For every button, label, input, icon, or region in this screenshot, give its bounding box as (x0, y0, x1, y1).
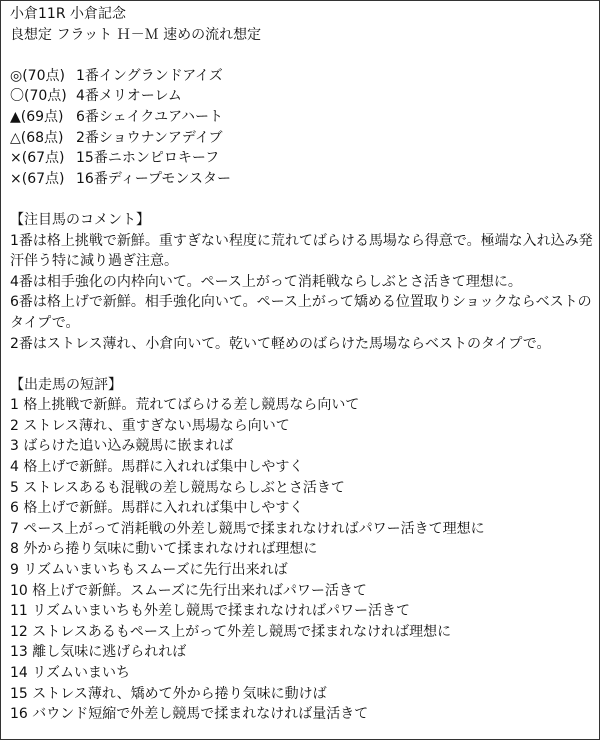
pick-row (10, 128, 593, 149)
review-line: 4 格上げで新鮮。馬群に入れれば集中しやすく (10, 459, 304, 476)
reviews-section (10, 375, 593, 725)
spacer (10, 45, 593, 66)
review-line: 5 ストレスあるも混戦の差し競馬ならしぶとさ活きて (10, 479, 345, 496)
track-condition: 良想定 フラット Ｈ－Ｍ 速めの流れ想定 (10, 26, 262, 43)
comment-line: 6番は格上げで新鮮。相手強化向いて。ペース上がって矯める位置取りショックならベストの (10, 294, 592, 311)
pick-row (10, 66, 593, 87)
review-line: 10 格上げで新鮮。スムーズに先行出来ればパワー活きて (10, 582, 367, 599)
reviews-heading: 【出走馬の短評】 (10, 376, 122, 393)
review-line: 13 離し気味に逃げられれば (10, 644, 187, 661)
pick-horse: 4番メリオーレム (76, 88, 182, 105)
comment-line: 1番は格上挑戦で新鮮。重すぎない程度に荒れてばらける馬場なら得意で。極端な入れ込み発 (10, 232, 593, 249)
review-line: 7 ペース上がって消耗戦の外差し競馬で揉まれなければパワー活きて理想に (10, 520, 485, 537)
pick-mark: ▲(69点) (10, 108, 64, 125)
pick-horse: 1番イングランドアイズ (76, 67, 223, 84)
review-line: 16 バウンド短縮で外差し競馬で揉まれなければ量活きて (10, 706, 369, 723)
pick-mark: △(68点) (10, 129, 64, 146)
review-line: 11 リズムいまいちも外差し競馬で揉まれなければパワー活きて (10, 603, 410, 620)
review-line: 3 ばらけた追い込み競馬に嵌まれば (10, 438, 234, 455)
picks-list (10, 66, 593, 190)
pick-row (10, 107, 593, 128)
review-line: 6 格上げで新鮮。馬群に入れれば集中しやすく (10, 500, 304, 517)
comment-line: タイプで。 (10, 314, 80, 331)
pick-row (10, 148, 593, 169)
pick-horse: 15番ニホンピロキーフ (76, 150, 220, 167)
pick-horse: 6番シェイクユアハート (76, 108, 223, 125)
pick-mark: ×(67点) (10, 170, 65, 187)
comment-line: 2番はストレス薄れ、小倉向いて。乾いて軽めのばらけた馬場ならベストのタイプで。 (10, 335, 551, 352)
review-line: 14 リズムいまいち (10, 665, 130, 681)
review-line: 15 ストレス薄れ、矯めて外から捲り気味に動けば (10, 685, 327, 702)
pick-mark: 〇(70点) (10, 88, 67, 105)
pick-row (10, 86, 593, 107)
comment-line: 4番は相手強化の内枠向いて。ペース上がって消耗戦ならしぶとさ活きて理想に。 (10, 273, 522, 290)
comments-heading: 【注目馬のコメント】 (10, 211, 150, 228)
pick-horse: 16番ディープモンスター (76, 170, 232, 187)
comment-line: 汗伴う特に減り過ぎ注意。 (10, 253, 178, 270)
review-line: 2 ストレス薄れ、重すぎない馬場なら向いて (10, 417, 290, 434)
pick-horse: 2番ショウナンアデイブ (76, 129, 223, 146)
spacer (10, 189, 593, 210)
race-title: 小倉11R 小倉記念 (10, 6, 126, 22)
pick-row (10, 169, 593, 190)
review-line: 12 ストレスあるもペース上がって外差し競馬で揉まれなければ理想に (10, 623, 452, 640)
review-line: 8 外から捲り気味に動いて揉まれなければ理想に (10, 541, 318, 558)
spacer (10, 354, 593, 375)
review-line: 9 リズムいまいちもスムーズに先行出来れば (10, 562, 288, 579)
comments-section (10, 210, 593, 354)
review-line: 1 格上挑戦で新鮮。荒れてばらける差し競馬なら向いて (10, 397, 360, 414)
pick-mark: ×(67点) (10, 150, 65, 167)
pick-mark: ◎(70点) (10, 67, 65, 84)
